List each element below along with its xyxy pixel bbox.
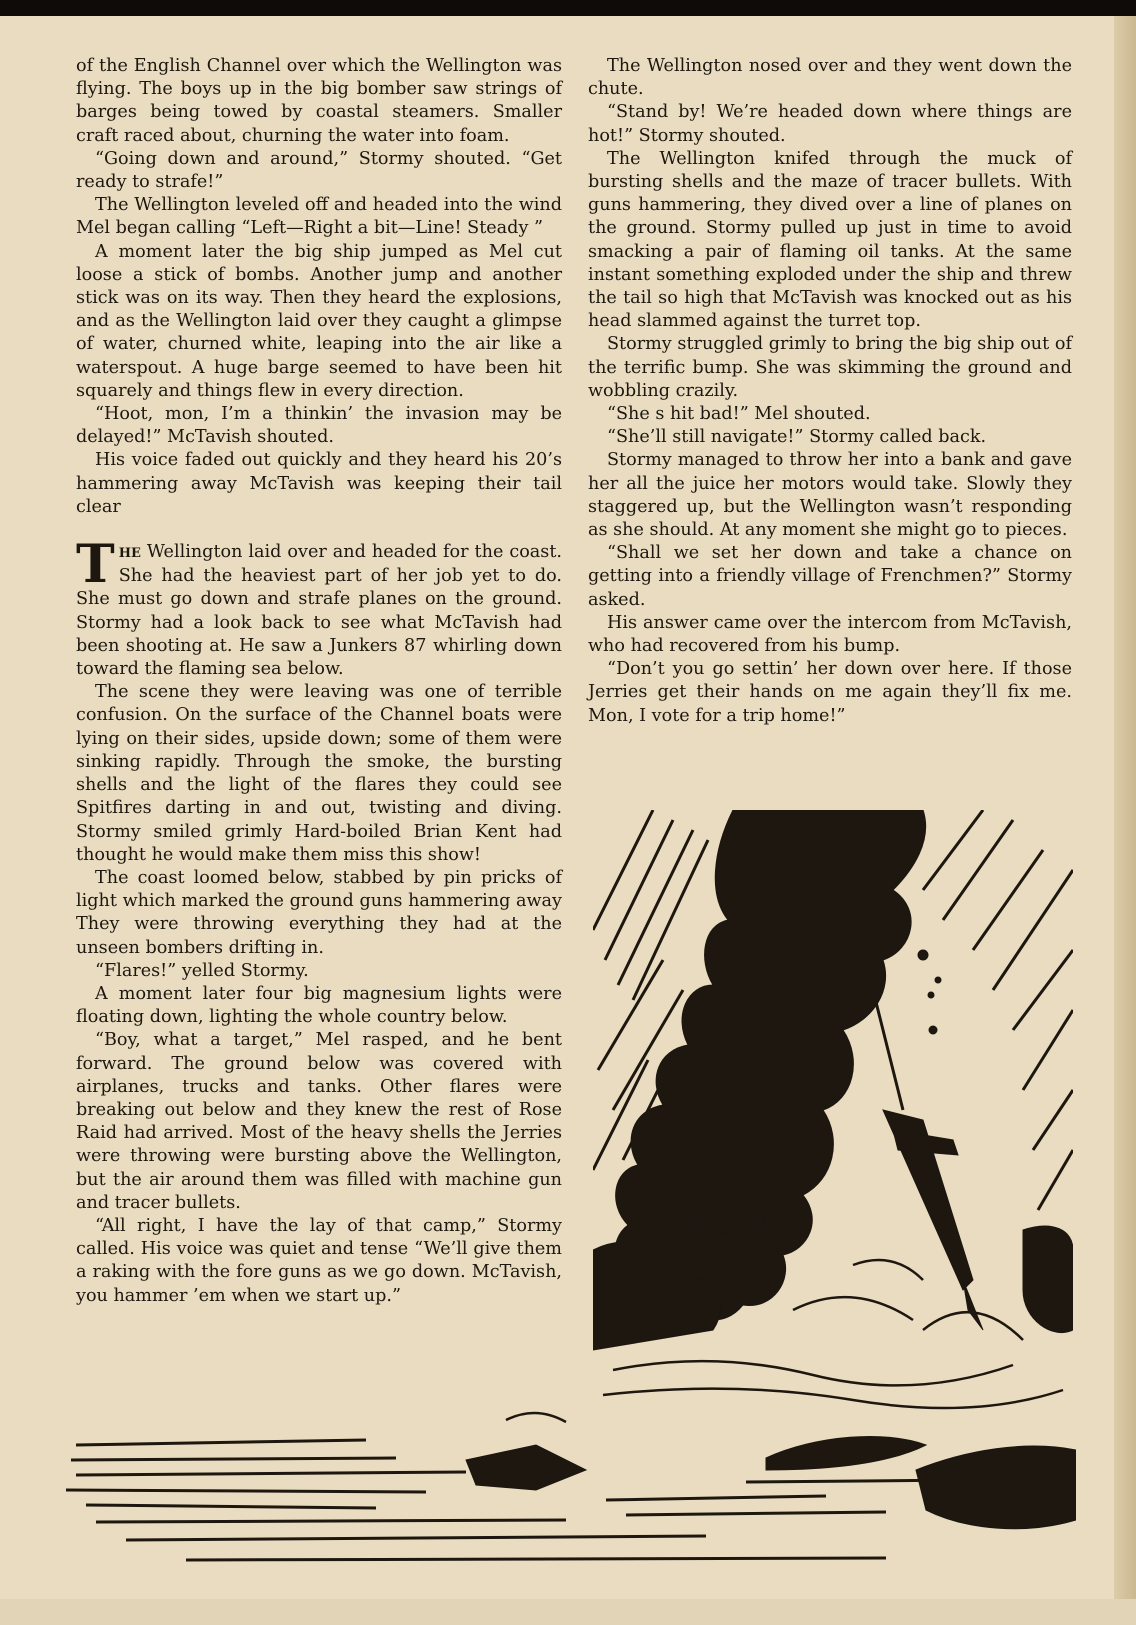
- paragraph: The Wellington leveled off and headed into the wind Mel began calling “Left—Right a bit—Line! Steady ”: [76, 195, 562, 239]
- airplane-icon: [873, 990, 983, 1330]
- paragraph: of the English Channel over which the Wellington was flying. The boys up in the big bomber saw strings of barges being towed by coastal steamers. Smaller craft raced about, churning the water into foam.: [76, 56, 562, 146]
- left-column: [76, 55, 562, 1308]
- paragraph: His answer came over the intercom from McTavish, who had recovered from his bump.: [588, 612, 1072, 657]
- paragraph: “She’ll still navigate!” Stormy called back.: [607, 427, 987, 448]
- paragraph: Stormy managed to throw her into a bank and gave her all the juice her motors would take. Slowly they staggered up, but the Wellington wasn’t responding as she should. At any moment she might go to pieces.: [588, 450, 1072, 541]
- sea-illustration: [66, 1400, 1076, 1580]
- top-border: [0, 0, 1136, 16]
- diving-bomber-illustration: [593, 810, 1073, 1420]
- paragraph: “Boy, what a target,” Mel rasped, and he bent forward. The ground below was covered with airplanes, trucks and tanks. Other flares were breaking out below and they knew the rest of Rose Raid had arrived. Most of the heavy shells the Jerries were throwing were bursting above the Wellington, but the air around them was filled with machine gun and tracer bullets.: [76, 1030, 562, 1213]
- paragraph: “Shall we set her down and take a chance on getting into a friendly village of Frenchmen?” Stormy asked.: [588, 543, 1072, 610]
- page-edge: [1114, 16, 1136, 1625]
- boat-icon: [466, 1445, 586, 1490]
- section-opening-paragraph: [76, 534, 562, 681]
- paragraph: A moment later four big magnesium lights were floating down, lighting the whole country below.: [76, 983, 562, 1028]
- paragraph: “All right, I have the lay of that camp,” Stormy called. His voice was quiet and tense “We’ll give them a raking with the fore guns as we go down. McTavish, you hammer ’em when we start up.”: [76, 1215, 562, 1306]
- paragraph-text: Wellington laid over and headed for the coast. She had the heaviest part of her job yet to do. She must go down and strafe planes on the ground. Stormy had a look back to see what McTavish had been shooting at. He saw a Junkers 87 whirling down toward the flaming sea below.: [76, 542, 562, 680]
- paragraph: “Hoot, mon, I’m a thinkin’ the invasion may be delayed!” McTavish shouted.: [76, 404, 562, 448]
- paragraph: “Going down and around,” Stormy shouted. “Get ready to strafe!”: [76, 148, 562, 193]
- paragraph: A moment later the big ship jumped as Mel cut loose a stick of bombs. Another jump and another stick was on its way. Then they heard the explosions, and as the Wellington laid over they caught a glimpse of water, churned white, leaping into the air like a waterspout. A huge barge seemed to have been hit squarely and things flew in every direction.: [76, 241, 562, 401]
- paragraph: “Flares!” yelled Stormy.: [95, 960, 309, 981]
- ship-icon: [766, 1436, 926, 1470]
- paragraph: The scene they were leaving was one of terrible confusion. On the surface of the Channel boats were lying on their sides, upside down; some of them were sinking rapidly. Through the smoke, the bursting shells and the light of the flares they could see Spitfires darting in and out, twisting and diving. Stormy smiled grimly Hard-boiled Brian Kent had thought he would make them miss this show!: [76, 682, 562, 865]
- paragraph: Stormy struggled grimly to bring the big ship out of the terrific bump. She was skimming the ground and wobbling crazily.: [588, 334, 1072, 401]
- smoke-cloud: [615, 810, 925, 1320]
- small-caps-lead: HE: [118, 546, 141, 562]
- paragraph: “She s hit bad!” Mel shouted.: [607, 404, 871, 425]
- right-column: [588, 55, 1072, 728]
- paragraph: The Wellington knifed through the muck of bursting shells and the maze of tracer bullets. With guns hammering, they dived over a line of planes on the ground. Stormy pulled up just in time to avoid smacking a pair of flaming oil tanks. At the same instant something exploded under the ship and threw the tail so high that McTavish was knocked out as his head slammed against the turret top.: [588, 148, 1072, 332]
- paragraph: The Wellington nosed over and they went down the chute.: [588, 56, 1072, 100]
- bottom-margin: [0, 1599, 1136, 1625]
- paragraph: “Stand by! We’re headed down where things are hot!” Stormy shouted.: [588, 102, 1072, 146]
- drop-cap: T: [76, 534, 115, 596]
- paragraph: “Don’t you go settin’ her down over here. If those Jerries get their hands on me again they’ll fix me. Mon, I vote for a trip home!”: [588, 659, 1072, 726]
- paragraph: The coast loomed below, stabbed by pin pricks of light which marked the ground guns hammering away They were throwing everything they had at the unseen bombers drifting in.: [76, 867, 562, 958]
- paragraph: His voice faded out quickly and they heard his 20’s hammering away McTavish was keeping their tail clear: [76, 450, 562, 517]
